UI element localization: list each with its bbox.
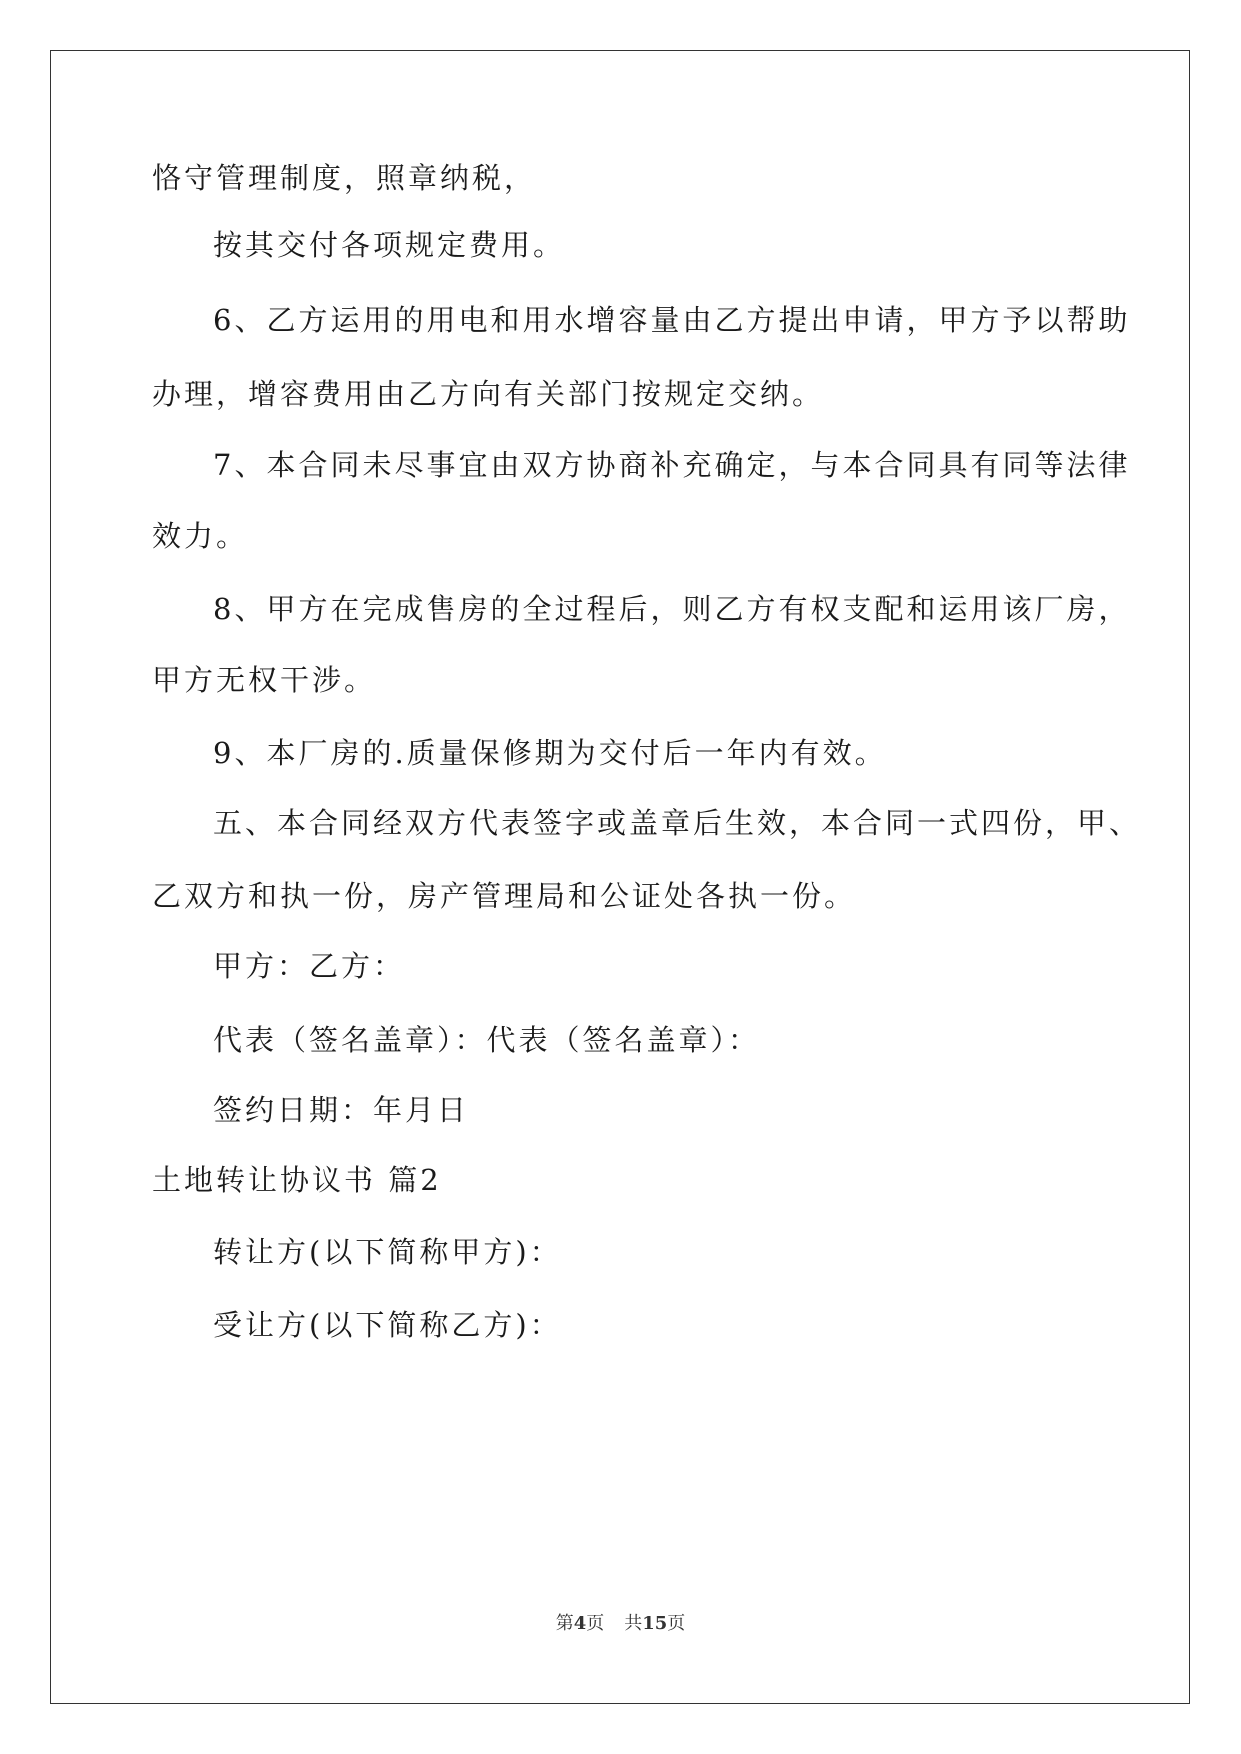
text-line: 甲方无权干涉。 — [152, 663, 377, 697]
text-line: 恪守管理制度，照章纳税， — [152, 161, 537, 195]
text-line: 办理，增容费用由乙方向有关部门按规定交纳。 — [152, 377, 825, 411]
section-heading: 土地转让协议书 篇2 — [152, 1163, 442, 1197]
text-line: 乙双方和执一份，房产管理局和公证处各执一份。 — [152, 879, 857, 913]
text-line: 8、甲方在完成售房的全过程后，则乙方有权支配和运用该厂房， — [213, 592, 1131, 626]
text-line: 签约日期：年月日 — [213, 1093, 470, 1127]
text-line: 甲方：乙方： — [213, 949, 406, 983]
text-line: 受让方(以下简称乙方)： — [213, 1308, 562, 1342]
page-footer — [0, 1612, 1241, 1636]
page-prefix: 第 — [555, 1613, 574, 1634]
text-line: 代表（签名盖章）：代表（签名盖章）： — [213, 1023, 761, 1057]
text-line: 9、本厂房的.质量保修期为交付后一年内有效。 — [213, 736, 887, 770]
text-line: 转让方(以下简称甲方)： — [213, 1235, 562, 1269]
text-line: 6、乙方运用的用电和用水增容量由乙方提出申请，甲方予以帮助 — [213, 303, 1131, 337]
total-pages: 15 — [642, 1613, 668, 1634]
total-suffix: 页 — [667, 1613, 686, 1634]
text-line: 7、本合同未尽事宜由双方协商补充确定，与本合同具有同等法律 — [213, 448, 1131, 482]
page-number: 4 — [573, 1613, 587, 1634]
text-line: 五、本合同经双方代表签字或盖章后生效，本合同一式四份，甲、 — [213, 806, 1142, 840]
text-line: 按其交付各项规定费用。 — [213, 228, 566, 262]
page-suffix: 页 — [586, 1613, 605, 1634]
text-line: 效力。 — [152, 519, 249, 553]
total-prefix: 共 — [624, 1613, 643, 1634]
